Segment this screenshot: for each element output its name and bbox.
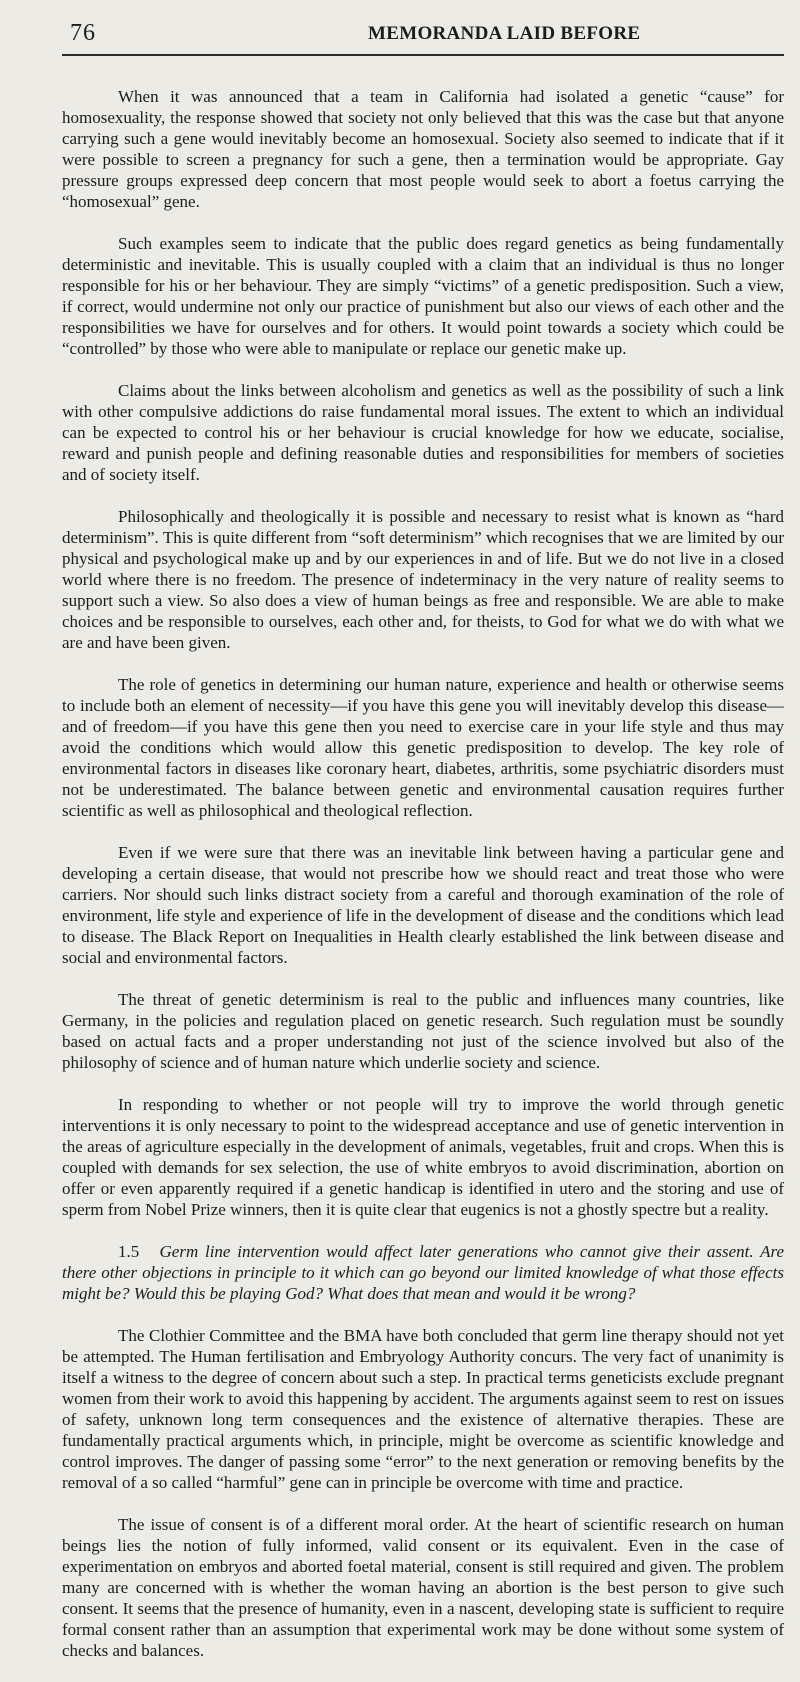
section-question-text: Germ line intervention would affect later generations who cannot give their assent. Are there other objections in principle to it which can go beyond our limited knowledge of what those effects might be? Would this be playing God? What does that mean and would it be wrong? [62, 1242, 785, 1303]
body-text [62, 86, 784, 1682]
paragraph: In responding to whether or not people will try to improve the world through genetic interventions it is only necessary to point to the widespread acceptance and use of genetic intervention in the areas of agriculture especially in the development of animals, vegetables, fruit and crops. When this is coupled with demands for sex selection, the use of white embryos to avoid discrimination, abortion on offer or even apparently required if a genetic handicap is identified in utero and the storing and use of sperm from Nobel Prize winners, then it is quite clear that eugenics is not a ghostly spectre but a reality. [62, 1095, 784, 1219]
section-question [62, 1241, 784, 1304]
paragraph: The issue of consent is of a different moral order. At the heart of scientific research on human beings lies the notion of fully informed, valid consent or its equivalent. Even in the case of experimentation on embryos and aborted foetal material, consent is still required and given. The problem many are concerned with is whether the woman having an abortion is the best person to give such consent. It seems that the presence of humanity, even in a nascent, developing state is sufficient to require formal consent rather than an assumption that experimental work may be done without some system of checks and balances. [62, 1515, 784, 1660]
header-rule [62, 54, 784, 56]
section-number: 1.5 [118, 1242, 140, 1261]
paragraph: Claims about the links between alcoholism and genetics as well as the possibility of such a link with other compulsive addictions do raise fundamental moral issues. The extent to which an individual can be expected to control his or her behaviour is crucial knowledge for how we educate, socialise, reward and punish people and defining reasonable duties and responsibilities for members of societies and of society itself. [62, 381, 784, 484]
paragraph: The Clothier Committee and the BMA have both concluded that germ line therapy should not yet be attempted. The Human fertilisation and Embryology Authority concurs. The very fact of unanimity is itself a witness to the degree of concern about such a step. In practical terms geneticists exclude pregnant women from their work to avoid this happening by accident. The arguments against seem to rest on issues of safety, unknown long term consequences and the existence of alternative therapies. These are fundamentally practical arguments which, in principle, might be overcome as scientific knowledge and control improves. The danger of passing some “error” to the next generation or removing benefits by the removal of a so called “harmful” gene can in principle be overcome with time and practice. [62, 1326, 784, 1492]
page-number: 76 [70, 20, 96, 46]
paragraph: The threat of genetic determinism is real to the public and influences many countries, like Germany, in the policies and regulation placed on genetic research. Such regulation must be soundly based on actual facts and a proper understanding not just of the science involved but also of the philosophy of science and of human nature which underlie society and science. [62, 990, 784, 1072]
paragraph: When it was announced that a team in California had isolated a genetic “cause” for homosexuality, the response showed that society not only believed that this was the case but that anyone carrying such a gene would inevitably become an homosexual. Society also seemed to indicate that if it were possible to screen a pregnancy for such a gene, then a termination would be appropriate. Gay pressure groups expressed deep concern that most people would seek to abort a foetus carrying the “homosexual” gene. [62, 87, 784, 211]
running-title: MEMORANDA LAID BEFORE [368, 23, 641, 44]
paragraph: Such examples seem to indicate that the public does regard genetics as being fundamentally deterministic and inevitable. This is usually coupled with a claim that an individual is thus no longer responsible for his or her behaviour. They are simply “victims” of a genetic predisposition. Such a view, if correct, would undermine not only our practice of punishment but also our views of each other and the responsibilities we have for ourselves and for others. It would point towards a society which could be “controlled” by those who were able to manipulate or replace our genetic make up. [62, 234, 784, 358]
paragraph: Philosophically and theologically it is possible and necessary to resist what is known as “hard determinism”. This is quite different from “soft determinism” which recognises that we are limited by our physical and psychological make up and by our experiences in and of life. But we do not live in a closed world where there is no freedom. The presence of indeterminacy in the very nature of reality seems to support such a view. So also does a view of human beings as free and responsible. We are able to make choices and be responsible to ourselves, each other and, for theists, to God for what we do with what we are and have been given. [62, 507, 784, 652]
paragraph: The role of genetics in determining our human nature, experience and health or otherwise seems to include both an element of necessity—if you have this gene you will inevitably develop this disease—and of freedom—if you have this gene then you need to exercise care in your life style and thus may avoid the conditions which would allow this genetic predisposition to develop. The key role of environmental factors in diseases like coronary heart, diabetes, arthritis, some psychiatric disorders must not be underestimated. The balance between genetic and environmental causation requires further scientific as well as philosophical and theological reflection. [62, 675, 784, 820]
paragraph: Even if we were sure that there was an inevitable link between having a particular gene and developing a certain disease, that would not prescribe how we should react and treat those who were carriers. Nor should such links distract society from a careful and thorough examination of the role of environment, life style and experience of life in the development of disease and the conditions which lead to disease. The Black Report on Inequalities in Health clearly established the link between disease and social and environmental factors. [62, 843, 784, 967]
page-header [62, 20, 782, 50]
